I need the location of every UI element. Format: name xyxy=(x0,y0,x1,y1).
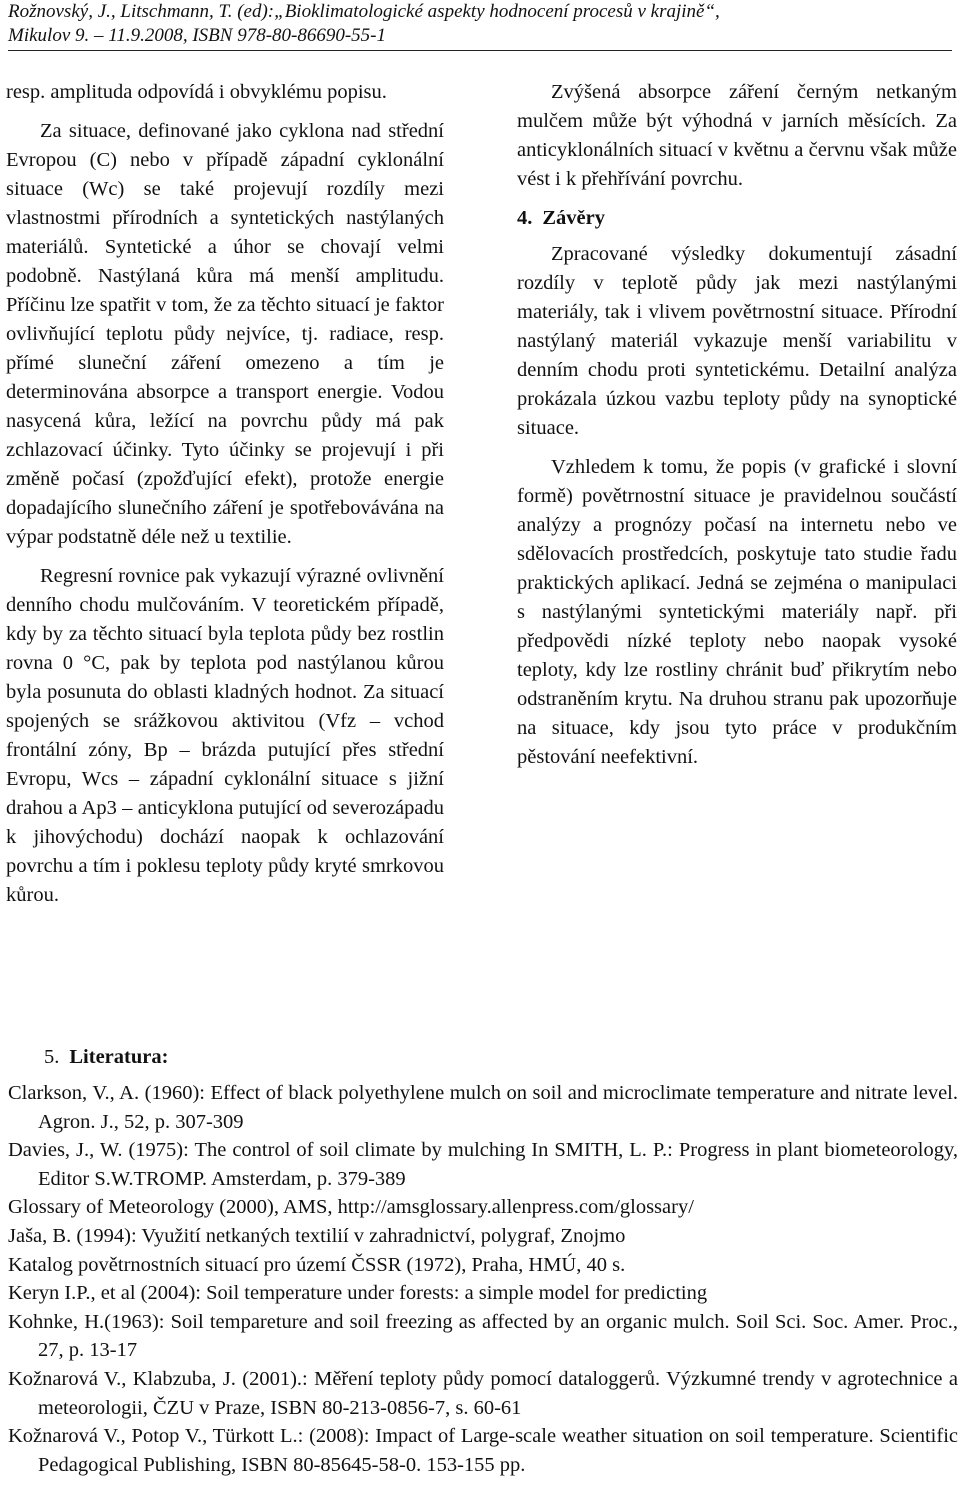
reference-item: Kohnke, H.(1963): Soil tempareture and soil freezing as affected by an organic mulch. Soil Sci. Soc. Amer. Proc., 27, p. 13-17 xyxy=(8,1310,958,1362)
reference-item: Kožnarová V., Potop V., Türkott L.: (2008): Impact of Large-scale weather situation on soil temperature. Scientific Pedagogical Publishing, ISBN 80-85645-58-0. 153-155 pp. xyxy=(8,1425,958,1476)
paragraph: Zvýšená absorpce záření černým netkaným mulčem může být výhodná v jarních měsících. Za anticyklonálních situací v květnu a červnu však může vést i k přehřívání povrchu. xyxy=(517,81,957,190)
reference-item: Jaša, B. (1994): Využití netkaných textilií v zahradnictví, polygraf, Znojmo xyxy=(8,1224,626,1247)
section-number: 5. xyxy=(44,1046,60,1068)
paragraph: Regresní rovnice pak vykazují výrazné ovlivnění denního chodu mulčováním. V teoretickém případě, kdy by za těchto situací byla teplota půdy bez rostlin rovna 0 °C, pak by teplota pod nastýlanou kůrou byla posunuta do oblasti kladných hodnot. Za situací spojených se srážkovou aktivitou (Vfz – vchod frontální zóny, Bp – brázda putující přes střední Evropu, Wcs – západní cyklonální situace s jižní drahou a Ap3 – anticyklona putující od severozápadu k jihovýchodu) dochází naopak k ochlazování povrchu a tím i poklesu teploty půdy kryté smrkovou kůrou. xyxy=(6,565,444,906)
reference-item: Clarkson, V., A. (1960): Effect of black polyethylene mulch on soil and microclimate temperature and nitrate level. Agron. J., 52, p. 307-309 xyxy=(8,1082,958,1133)
reference-item: Kožnarová V., Klabzuba, J. (2001).: Měření teploty půdy pomocí dataloggerů. Výzkumné trendy v agrotechnice a meteorologii, ČZU v Praze, ISBN 80-213-0856-7, s. 60-61 xyxy=(8,1367,958,1419)
section-title: Literatura: xyxy=(69,1046,169,1068)
paragraph: Za situace, definované jako cyklona nad střední Evropou (C) nebo v případě západní cyklonální situace (Wc) se také projevují rozdíly mezi vlastnostmi přírodních a syntetických nastýlaných materiálů. Syntetické a úhor se chovají velmi podobně. Nastýlaná kůra má menší amplitudu. Příčinu lze spatřit v tom, že za těchto situací je faktor ovlivňující teplotu půdy nejvíce, tj. radiace, resp. přímé sluneční záření omezeno a tím je determinována absorpce a transport energie. Vodou nasycená kůra, ležící na povrchu půdy má pak zchlazovací účinky. Tyto účinky se projevují i při změně počasí (zpožďující efekt), protože energie dopadajícího slunečního záření je spotřebovávána na výpar podstatně déle než u textilie. xyxy=(6,120,444,548)
reference-item: Katalog povětrnostních situací pro území ČSSR (1972), Praha, HMÚ, 40 s. xyxy=(8,1253,626,1276)
right-column xyxy=(517,78,957,782)
header-line-1: Rožnovský, J., Litschmann, T. (ed):„Bioklimatologické aspekty hodnocení procesů v krajině“, xyxy=(8,1,720,22)
paragraph: Vzhledem k tomu, že popis (v grafické i slovní formě) povětrnostní situace je pravidelnou součástí analýzy a prognózy počasí na internetu nebo ve sdělovacích prostředcích, poskytuje tato studie řadu praktických aplikací. Jedná se zejména o manipulaci s nastýlanými syntetickými materiály např. při předpovědi nízké teploty nebo naopak vysoké teploty, kdy lze rostliny chránit buď přikrytím nebo odstraněním krytu. Na druhou stranu pak upozorňuje na situace, kdy jsou tyto práce v produkčním pěstování neefektivní. xyxy=(517,456,957,768)
running-header xyxy=(8,0,952,51)
reference-item: Davies, J., W. (1975): The control of soil climate by mulching In SMITH, L. P.: Progress in plant biometeorology, Editor S.W.TROMP. Amsterdam, p. 379-389 xyxy=(8,1139,958,1190)
reference-item: Glossary of Meteorology (2000), AMS, http://amsglossary.allenpress.com/glossary/ xyxy=(8,1196,694,1219)
reference-item: Keryn I.P., et al (2004): Soil temperature under forests: a simple model for predicting xyxy=(8,1282,708,1305)
left-column xyxy=(6,78,444,920)
paragraph: Zpracované výsledky dokumentují zásadní rozdíly v teplotě půdy jak mezi nastýlanými materiály, tak i vlivem povětrnostní situace. Přírodní nastýlaný materiál vykazuje menší variabilitu v denním chodu proti syntetickému. Detailní analýza prokázala úzkou vazbu teploty půdy na synoptické situace. xyxy=(517,243,957,439)
references-section xyxy=(8,1043,958,1479)
section-title: Závěry xyxy=(542,207,605,229)
section-heading-conclusions xyxy=(517,204,957,232)
section-number: 4. xyxy=(517,207,533,229)
section-heading-literature xyxy=(44,1043,958,1071)
header-line-2: Mikulov 9. – 11.9.2008, ISBN 978-80-86690-55-1 xyxy=(8,25,387,46)
paragraph: resp. amplituda odpovídá i obvyklému popisu. xyxy=(6,81,387,103)
